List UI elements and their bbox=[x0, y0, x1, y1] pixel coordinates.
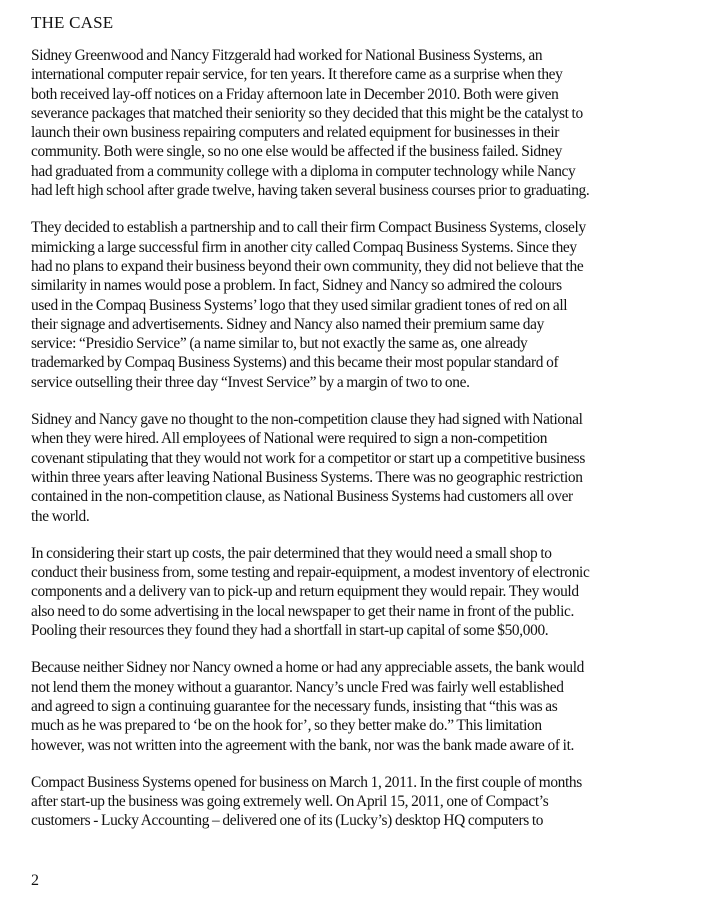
section-heading: THE CASE bbox=[31, 13, 114, 32]
paragraph bbox=[31, 773, 683, 831]
text-line: conduct their business from, some testing and repair-equipment, a modest inventory of electronic bbox=[31, 564, 590, 582]
document-body bbox=[31, 46, 683, 831]
paragraph bbox=[31, 218, 683, 392]
text-line: also need to do some advertising in the local newspaper to get their name in front of the public. bbox=[31, 602, 575, 620]
text-line: their signage and advertisements. Sidney and Nancy also named their premium same day bbox=[31, 315, 544, 333]
text-line: Compact Business Systems opened for business on March 1, 2011. In the first couple of months bbox=[31, 773, 582, 791]
page-number: 2 bbox=[31, 872, 39, 889]
text-line: covenant stipulating that they would not work for a competitor or start up a competitive business bbox=[31, 449, 585, 467]
text-line: In considering their start up costs, the pair determined that they would need a small shop to bbox=[31, 544, 552, 562]
text-line: international computer repair service, for ten years. It therefore came as a surprise when they bbox=[31, 66, 563, 84]
text-line: Pooling their resources they found they had a shortfall in start-up capital of some $50,000. bbox=[31, 622, 549, 640]
text-line: within three years after leaving National Business Systems. There was no geographic restriction bbox=[31, 468, 583, 486]
document-page bbox=[31, 12, 683, 849]
paragraph bbox=[31, 410, 683, 526]
text-line: They decided to establish a partnership and to call their firm Compact Business Systems, closely bbox=[31, 219, 586, 237]
text-line: mimicking a large successful firm in another city called Compaq Business Systems. Since they bbox=[31, 238, 577, 256]
text-line: service: “Presidio Service” (a name similar to, but not exactly the same as, one already bbox=[31, 335, 528, 353]
text-line: used in the Compaq Business Systems’ logo that they used similar gradient tones of red on all bbox=[31, 296, 568, 314]
text-line: had graduated from a community college with a diploma in computer technology while Nancy bbox=[31, 162, 576, 180]
text-line: service outselling their three day “Invest Service” by a margin of two to one. bbox=[31, 373, 470, 391]
text-line: had no plans to expand their business beyond their own community, they did not believe that the bbox=[31, 257, 584, 275]
text-line: both received lay-off notices on a Friday afternoon late in December 2010. Both were given bbox=[31, 85, 559, 103]
text-line: trademarked by Compaq Business Systems) and this became their most popular standard of bbox=[31, 354, 559, 372]
paragraph bbox=[31, 658, 683, 754]
text-line: similarity in names would pose a problem. In fact, Sidney and Nancy so admired the colours bbox=[31, 277, 562, 295]
text-line: had left high school after grade twelve, having taken several business courses prior to graduating. bbox=[31, 182, 590, 200]
text-line: when they were hired. All employees of National were required to sign a non-competition bbox=[31, 430, 548, 448]
text-line: Because neither Sidney nor Nancy owned a home or had any appreciable assets, the bank would bbox=[31, 659, 584, 677]
text-line: the world. bbox=[31, 507, 90, 525]
text-line: community. Both were single, so no one else would be affected if the business failed. Sidney bbox=[31, 143, 562, 161]
text-line: customers - Lucky Accounting – delivered one of its (Lucky’s) desktop HQ computers to bbox=[31, 812, 544, 830]
text-line: and agreed to sign a continuing guarantee for the necessary funds, insisting that “this was as bbox=[31, 697, 558, 715]
text-line: not lend them the money without a guarantor. Nancy’s uncle Fred was fairly well established bbox=[31, 678, 564, 696]
text-line: launch their own business repairing computers and related equipment for businesses in their bbox=[31, 124, 560, 142]
text-line: much as he was prepared to ‘be on the hook for’, so they better make do.” This limitation bbox=[31, 717, 542, 735]
text-line: Sidney Greenwood and Nancy Fitzgerald had worked for National Business Systems, an bbox=[31, 47, 543, 64]
text-line: severance packages that matched their seniority so they decided that this might be the catalyst to bbox=[31, 104, 583, 122]
text-line: contained in the non-competition clause, as National Business Systems had customers all over bbox=[31, 488, 573, 506]
paragraph bbox=[31, 46, 683, 200]
text-line: after start-up the business was going extremely well. On April 15, 2011, one of Compact’s bbox=[31, 793, 549, 811]
text-line: however, was not written into the agreement with the bank, nor was the bank made aware of it. bbox=[31, 736, 574, 754]
text-line: Sidney and Nancy gave no thought to the non-competition clause they had signed with National bbox=[31, 411, 583, 429]
text-line: components and a delivery van to pick-up and return equipment they would repair. They would bbox=[31, 583, 579, 601]
paragraph bbox=[31, 544, 683, 640]
